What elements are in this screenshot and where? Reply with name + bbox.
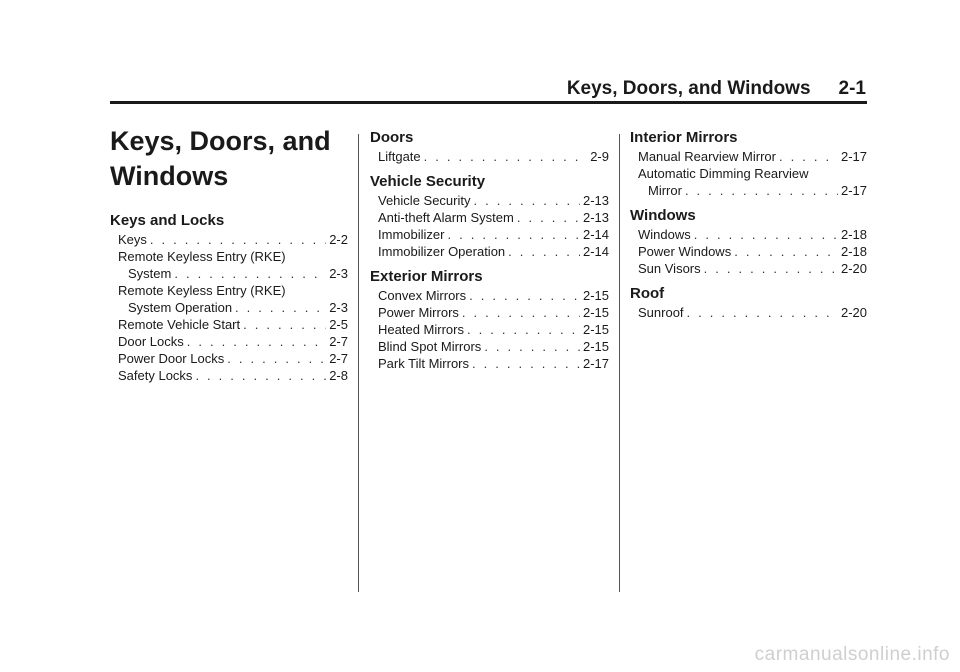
toc-section [630, 285, 867, 321]
toc-entry-page-number: 2-15 [582, 339, 609, 354]
toc-dot-leader [447, 226, 580, 243]
toc-section [630, 207, 867, 277]
toc-dot-leader [687, 304, 838, 321]
toc-dot-leader [472, 355, 580, 372]
toc-entry-page-number: 2-15 [582, 288, 609, 303]
toc-entry[interactable] [370, 304, 609, 321]
toc-entry-page-number: 2-7 [329, 334, 348, 349]
watermark: carmanualsonline.info [754, 644, 950, 665]
toc-entry-label: Mirror [648, 183, 682, 198]
toc-dot-leader [243, 316, 326, 333]
toc-entry-page-number: 2-13 [582, 193, 609, 208]
toc-entry-page-number: 2-3 [329, 300, 348, 315]
toc-dot-leader [685, 182, 838, 199]
toc-entry-label: Immobilizer Operation [378, 244, 506, 259]
toc-entry-label: Convex Mirrors [378, 288, 467, 303]
toc-section-title: Interior Mirrors [630, 129, 738, 146]
chapter-title: Keys, Doors, and Windows [110, 126, 331, 191]
toc-entry[interactable] [110, 367, 348, 384]
toc-entry-page-number: 2-18 [840, 227, 867, 242]
toc-entry-label: Anti-theft Alarm System [378, 210, 514, 225]
toc-entry-label: Power Door Locks [118, 351, 225, 366]
toc-entry-page-number: 2-20 [840, 305, 867, 320]
toc-entry-page-number: 2-7 [329, 351, 348, 366]
column-divider [619, 134, 620, 592]
running-header-page-number: 2-1 [838, 78, 866, 99]
header-rule [110, 101, 867, 104]
toc-entry[interactable] [110, 299, 348, 316]
toc-entry[interactable] [110, 350, 348, 367]
toc-entry-label: Vehicle Security [378, 193, 471, 208]
toc-entry-label: Keys [118, 232, 147, 247]
column-divider [358, 134, 359, 592]
toc-dot-leader [227, 350, 326, 367]
toc-entry[interactable] [370, 209, 609, 226]
toc-entry-label: Manual Rearview Mirror [638, 149, 776, 164]
toc-dot-leader [195, 367, 326, 384]
toc-entry-label: Heated Mirrors [378, 322, 464, 337]
toc-dot-leader [174, 265, 326, 282]
toc-dot-leader [424, 148, 588, 165]
toc-dot-leader [467, 321, 580, 338]
toc-entry-label: System [128, 266, 172, 281]
toc-entry-page-number: 2-2 [329, 232, 348, 247]
toc-entry[interactable] [370, 226, 609, 243]
toc-section-title: Doors [370, 129, 414, 146]
toc-dot-leader [150, 231, 326, 248]
toc-entry-page-number: 2-20 [840, 261, 867, 276]
toc-entry-label-line: Remote Keyless Entry (RKE) [118, 249, 286, 264]
toc-dot-leader [704, 260, 838, 277]
toc-entry-page-number: 2-17 [840, 149, 867, 164]
toc-column-2 [370, 129, 609, 380]
toc-entry[interactable] [370, 243, 609, 260]
toc-dot-leader [235, 299, 326, 316]
toc-section [370, 129, 609, 165]
toc-entry-label: Safety Locks [118, 368, 193, 383]
toc-dot-leader [484, 338, 580, 355]
toc-entry-page-number: 2-15 [582, 305, 609, 320]
toc-entry[interactable] [110, 316, 348, 333]
toc-entry[interactable] [630, 226, 867, 243]
running-header-title: Keys, Doors, and Windows [566, 78, 811, 99]
toc-entry-label: Sunroof [638, 305, 684, 320]
toc-dot-leader [517, 209, 580, 226]
toc-entry-page-number: 2-8 [329, 368, 348, 383]
toc-dot-leader [694, 226, 838, 243]
toc-entry-label: Power Mirrors [378, 305, 459, 320]
toc-entry-page-number: 2-3 [329, 266, 348, 281]
toc-entry[interactable] [370, 321, 609, 338]
running-header [0, 78, 866, 100]
toc-entry-label: Door Locks [118, 334, 184, 349]
toc-entry-label: Windows [638, 227, 691, 242]
toc-entry[interactable] [370, 287, 609, 304]
toc-dot-leader [187, 333, 326, 350]
toc-entry[interactable] [630, 260, 867, 277]
toc-entry-label: Remote Vehicle Start [118, 317, 241, 332]
toc-entry[interactable] [630, 243, 867, 260]
toc-entry-label: Park Tilt Mirrors [378, 356, 469, 371]
toc-entry-page-number: 2-5 [329, 317, 348, 332]
toc-dot-leader [734, 243, 838, 260]
toc-entry[interactable] [110, 231, 348, 248]
toc-entry-page-number: 2-15 [582, 322, 609, 337]
toc-entry[interactable] [370, 338, 609, 355]
toc-entry[interactable] [370, 192, 609, 209]
toc-entry-label: Blind Spot Mirrors [378, 339, 482, 354]
toc-entry[interactable] [110, 333, 348, 350]
toc-section-title: Roof [630, 285, 665, 302]
toc-section [370, 268, 609, 372]
toc-section [630, 129, 867, 199]
toc-dot-leader [779, 148, 838, 165]
toc-entry-page-number: 2-17 [582, 356, 609, 371]
toc-entry-page-number: 2-18 [840, 244, 867, 259]
toc-section-title: Windows [630, 207, 696, 224]
toc-entry-label-line: Remote Keyless Entry (RKE) [118, 283, 286, 298]
toc-entry-label-line: Automatic Dimming Rearview [638, 166, 809, 181]
toc-entry-label: Power Windows [638, 244, 732, 259]
toc-entry-label: Sun Visors [638, 261, 701, 276]
toc-entry[interactable] [110, 265, 348, 282]
toc-section-title: Vehicle Security [370, 173, 486, 190]
toc-dot-leader [474, 192, 580, 209]
toc-entry-page-number: 2-17 [840, 183, 867, 198]
toc-section-title: Keys and Locks [110, 212, 225, 229]
toc-dot-leader [508, 243, 580, 260]
toc-entry[interactable] [370, 355, 609, 372]
toc-column-3 [630, 129, 867, 329]
toc-entry[interactable] [630, 182, 867, 199]
toc-entry[interactable] [630, 304, 867, 321]
toc-dot-leader [462, 304, 580, 321]
toc-entry-label: Immobilizer [378, 227, 445, 242]
toc-column-1 [110, 212, 348, 392]
toc-section-title: Exterior Mirrors [370, 268, 483, 285]
toc-entry[interactable] [370, 148, 609, 165]
toc-entry[interactable] [630, 148, 867, 165]
toc-section [370, 173, 609, 260]
toc-entry-page-number: 2-14 [582, 244, 609, 259]
toc-entry-label: Liftgate [378, 149, 421, 164]
toc-section [110, 212, 348, 384]
toc-entry-page-number: 2-13 [582, 210, 609, 225]
toc-entry-page-number: 2-14 [582, 227, 609, 242]
toc-entry-page-number: 2-9 [590, 149, 609, 164]
toc-entry-label: System Operation [128, 300, 233, 315]
toc-dot-leader [469, 287, 580, 304]
